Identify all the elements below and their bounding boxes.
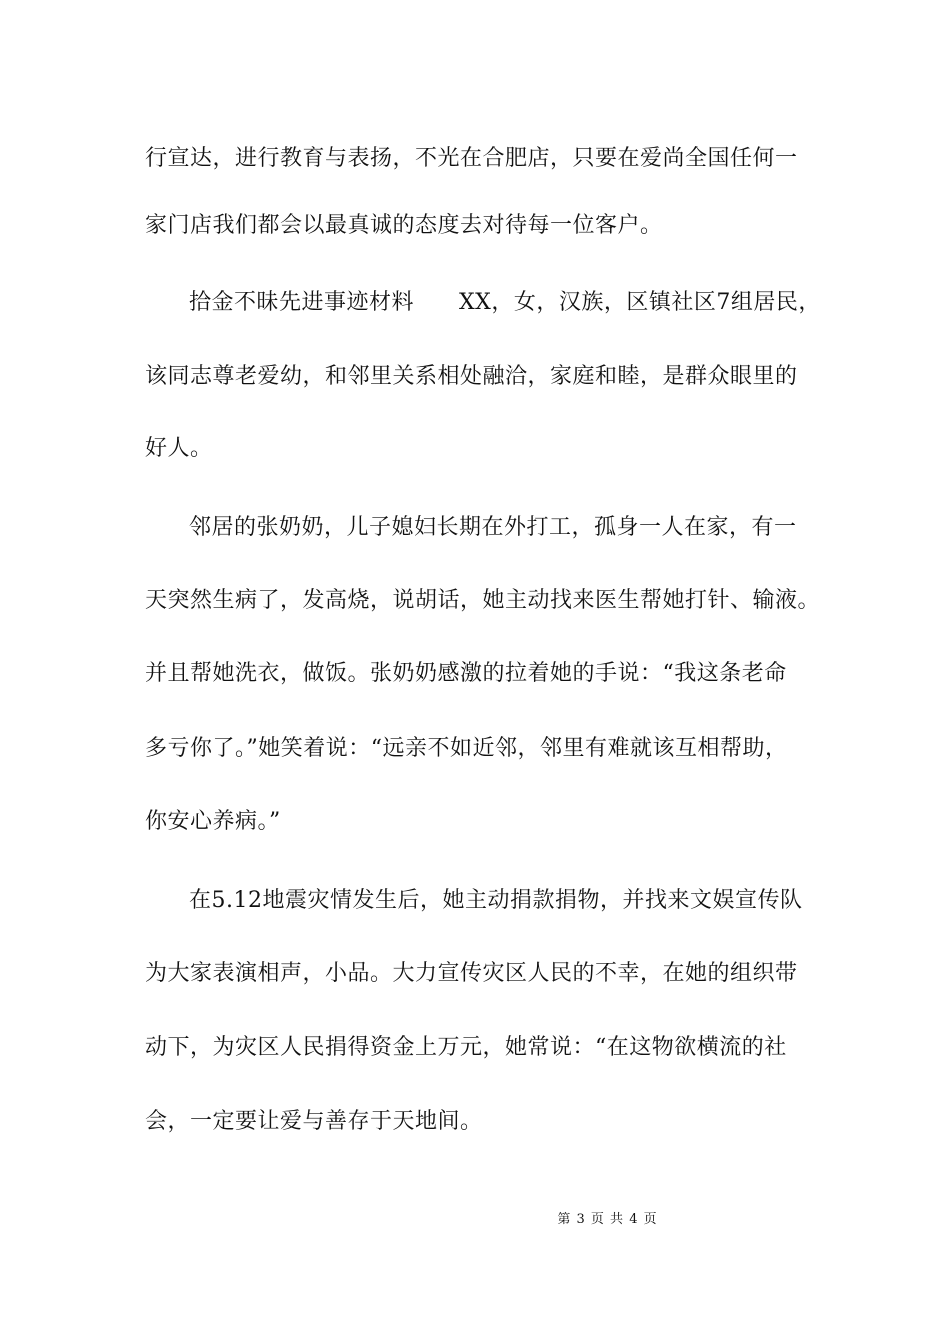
paragraph-3-line-3: 并且帮她洗衣，做饭。张奶奶感激的拉着她的手说：“我这条老命 [145,661,787,686]
paragraph-4-line-2: 为大家表演相声，小品。大力宣传灾区人民的不幸，在她的组织带 [145,961,798,986]
paragraph-3-line-2: 天突然生病了，发高烧，说胡话，她主动找来医生帮她打针、输液。 [145,588,821,613]
paragraph-4-line-1: 在5.12地震灾情发生后，她主动捐款捐物，并找来文娱宣传队 [189,888,803,913]
paragraph-2-line-1: 拾金不昧先进事迹材料 XX，女，汉族，区镇社区7组居民， [189,290,821,315]
paragraph-3-line-4: 多亏你了。”她笑着说：“远亲不如近邻，邻里有难就该互相帮助， [145,736,788,761]
page-number: 第 3 页 共 4 页 [557,1212,658,1227]
paragraph-4-line-3: 动下，为灾区人民捐得资金上万元，她常说：“在这物欲横流的社 [145,1035,787,1060]
paragraph-1-line-2: 家门店我们都会以最真诚的态度去对待每一位客户。 [145,213,663,238]
paragraph-4-line-4: 会，一定要让爱与善存于天地间。 [145,1109,483,1134]
page-footer [0,1208,950,1227]
paragraph-3-line-1: 邻居的张奶奶，儿子媳妇长期在外打工，孤身一人在家，有一 [189,515,797,540]
paragraph-3-line-5: 你安心养病。” [145,809,281,834]
paragraph-2-line-3: 好人。 [145,436,213,461]
paragraph-2-line-2: 该同志尊老爱幼，和邻里关系相处融洽，家庭和睦，是群众眼里的 [145,364,798,389]
paragraph-1-line-1: 行宣达，进行教育与表扬，不光在合肥店，只要在爱尚全国任何一 [145,146,798,171]
